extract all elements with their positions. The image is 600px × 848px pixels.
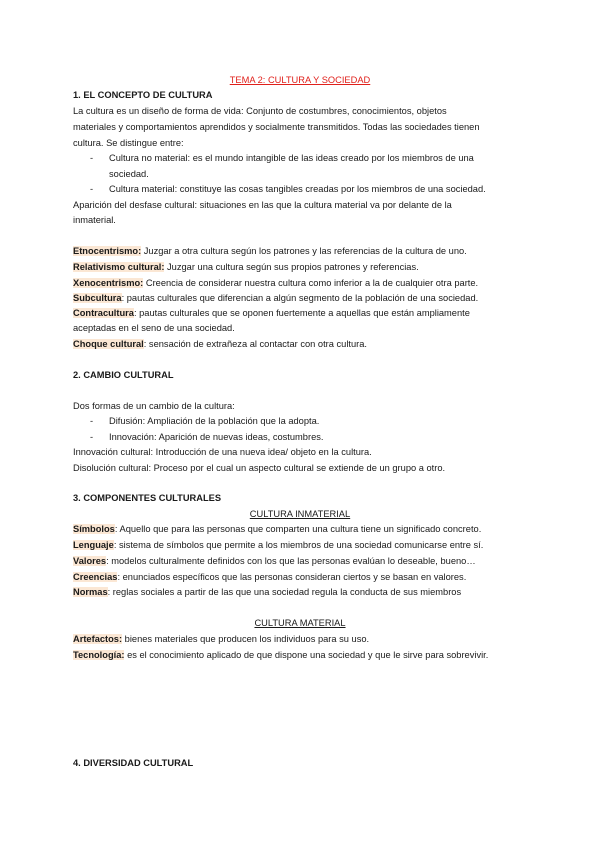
bullet-item: Innovación: Aparición de nuevas ideas, costumbres. — [109, 432, 324, 442]
bullet-dash: - — [90, 432, 94, 442]
term-definition: : sistema de símbolos que permite a los miembros de una sociedad comunicarse entre sí. — [113, 540, 484, 550]
term-highlight: Xenocentrismo: — [73, 278, 144, 288]
term-line — [73, 539, 483, 551]
term-definition: : pautas culturales que se oponen fuertemente a aquellas que están ampliamente — [133, 308, 470, 318]
paragraph-line: inmaterial. — [73, 215, 116, 225]
bullet-dash: - — [90, 153, 94, 163]
term-definition: : sensación de extrañeza al contactar con otra cultura. — [143, 339, 368, 349]
term-line — [73, 307, 470, 319]
bullet-dash: - — [90, 416, 94, 426]
term-line — [73, 245, 467, 257]
term-line — [73, 292, 478, 304]
paragraph-line: Innovación cultural: Introducción de una nueva idea/ objeto en la cultura. — [73, 447, 372, 457]
term-highlight: Normas — [73, 587, 108, 597]
term-highlight: Choque cultural — [73, 339, 144, 349]
document-title: TEMA 2: CULTURA Y SOCIEDAD — [229, 75, 371, 85]
term-line — [73, 586, 461, 598]
term-highlight: Creencias — [73, 572, 118, 582]
term-line — [73, 571, 466, 583]
bullet-item: Cultura material: constituye las cosas tangibles creadas por los miembros de una sociedad. — [109, 184, 486, 194]
term-definition: : Aquello que para las personas que comparten una cultura tiene un significado concreto. — [114, 524, 482, 534]
term-highlight: Valores — [73, 556, 107, 566]
term-line — [73, 338, 367, 350]
term-highlight: Artefactos: — [73, 634, 123, 644]
paragraph-line: materiales y comportamientos aprendidos y socialmente transmitidos. Todas las sociedades tienen — [73, 122, 480, 132]
term-definition: : reglas sociales a partir de las que una sociedad regula la conducta de sus miembros — [107, 587, 462, 597]
term-line — [73, 277, 478, 289]
term-definition: Creencia de considerar nuestra cultura como inferior a la de cualquier otra parte. — [143, 278, 479, 288]
paragraph-line: Disolución cultural: Proceso por el cual un aspecto cultural se extiende de un grupo a otro. — [73, 463, 446, 473]
term-line — [73, 633, 369, 645]
term-definition: Juzgar una cultura según sus propios patrones y referencias. — [164, 262, 419, 272]
term-definition: bienes materiales que producen los individuos para su uso. — [122, 634, 370, 644]
paragraph-line: cultura. Se distingue entre: — [73, 138, 184, 148]
term-line — [73, 523, 481, 535]
term-highlight: Contracultura — [73, 308, 134, 318]
paragraph-line: Dos formas de un cambio de la cultura: — [73, 401, 235, 411]
term-highlight: Etnocentrismo: — [73, 246, 142, 256]
section-3-heading: 3. COMPONENTES CULTURALES — [73, 493, 222, 503]
paragraph-line: La cultura es un diseño de forma de vida: Conjunto de costumbres, conocimientos, objetos — [73, 106, 447, 116]
bullet-item-cont: sociedad. — [109, 169, 149, 179]
term-highlight: Lenguaje — [73, 540, 114, 550]
section-2-heading: 2. CAMBIO CULTURAL — [73, 370, 174, 380]
term-highlight: Relativismo cultural: — [73, 262, 165, 272]
term-definition: : modelos culturalmente definidos con los que las personas evalúan lo deseable, bueno… — [106, 556, 476, 566]
subheading-inmaterial: CULTURA INMATERIAL — [249, 509, 351, 519]
term-highlight: Tecnología: — [73, 650, 125, 660]
term-line — [73, 649, 488, 661]
paragraph-line: Aparición del desfase cultural: situaciones en las que la cultura material va por delante de la — [73, 200, 452, 210]
bullet-item: Cultura no material: es el mundo intangible de las ideas creado por los miembros de una — [109, 153, 474, 163]
section-4-heading: 4. DIVERSIDAD CULTURAL — [73, 758, 194, 768]
term-highlight: Subcultura — [73, 293, 122, 303]
term-definition: es el conocimiento aplicado de que dispone una sociedad y que le sirve para sobrevivir. — [124, 650, 489, 660]
term-definition: : enunciados específicos que las personas consideran ciertos y se basan en valores. — [117, 572, 467, 582]
term-definition: : pautas culturales que diferencian a algún segmento de la población de una sociedad. — [121, 293, 479, 303]
term-highlight: Símbolos — [73, 524, 115, 534]
term-line — [73, 261, 419, 273]
term-line-cont: aceptadas en el seno de una sociedad. — [73, 323, 235, 333]
subheading-material: CULTURA MATERIAL — [254, 618, 346, 628]
bullet-dash: - — [90, 184, 94, 194]
term-definition: Juzgar a otra cultura según los patrones y las referencias de la cultura de uno. — [141, 246, 467, 256]
section-1-heading: 1. EL CONCEPTO DE CULTURA — [73, 90, 213, 100]
bullet-item: Difusión: Ampliación de la población que la adopta. — [109, 416, 320, 426]
term-line — [73, 555, 476, 567]
